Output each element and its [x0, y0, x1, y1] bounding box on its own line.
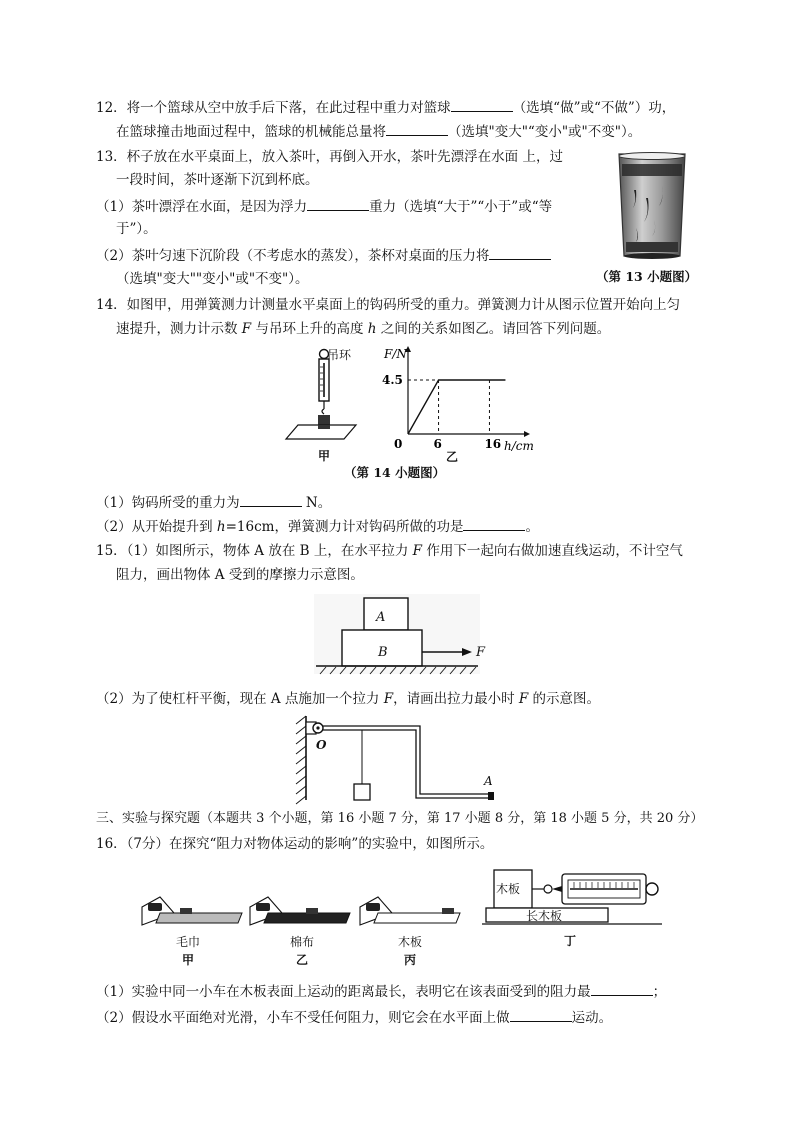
q16-surface-wood: 木板 — [398, 935, 423, 949]
q13-blank-1[interactable] — [307, 197, 369, 211]
q16-board-label: 木板 — [496, 882, 521, 896]
q14-part1 — [96, 493, 331, 512]
q14-blank-1[interactable] — [240, 493, 302, 507]
q15-line1 — [96, 542, 683, 560]
q15-line2: 阻力，画出物体 A 受到的摩擦力示意图。 — [116, 567, 364, 583]
q14-line1: 14．如图甲，用弹簧测力计测量水平桌面上的钩码所受的重力。弹簧测力计从图示位置开始向上匀 — [96, 297, 681, 313]
q16-part1 — [96, 982, 666, 1001]
q16-pull-test-figure — [482, 862, 662, 934]
q15-var-F: F — [412, 543, 423, 559]
q16-p2-text: （2）假设水平面绝对光滑，小车不受任何阻力，则它会在水平面上做 — [96, 1010, 510, 1026]
q16-long-board-label: 长木板 — [526, 909, 563, 923]
q16-fig-label-jia: 甲 — [182, 953, 195, 967]
q15-force-label: F — [476, 645, 486, 660]
q15-block-b-label: B — [378, 645, 388, 660]
x-tick-label: 16 — [484, 437, 502, 451]
q16-p1-end: ； — [652, 984, 667, 1000]
q15-p2-var-F: F — [383, 691, 394, 707]
q14-fh-chart — [380, 347, 534, 453]
q12-blank-2[interactable] — [386, 122, 448, 136]
q15-blocks-figure — [312, 592, 482, 677]
q12-text: 12．将一个篮球从空中放手后下落，在此过程中重力对篮球 — [96, 100, 451, 116]
q16-p1-text: （1）实验中同一小车在木板表面上运动的距离最长，表明它在该表面受到的阻力最 — [96, 984, 591, 1000]
q16-fig-label-yi: 乙 — [296, 953, 309, 967]
q14-blank-2[interactable] — [463, 517, 525, 531]
q14-p1-unit: N。 — [301, 495, 332, 511]
x-tick-label: 0 — [394, 437, 403, 451]
q12-text-2: 在篮球撞击地面过程中，篮球的机械能总量将 — [116, 124, 386, 140]
y-tick-label: 4.5 — [382, 373, 403, 387]
q13-part2-cont: （选填"变大""变小"或"不变"）。 — [116, 271, 309, 287]
q14-fig-label-left: 甲 — [318, 449, 331, 463]
q13-part1-cont: 于”）。 — [116, 221, 157, 237]
q13-p1-text: （1）茶叶漂浮在水面，是因为浮力 — [96, 199, 308, 215]
q14-part2 — [96, 517, 539, 536]
q14-text-b: 与吊环上升的高度 — [251, 321, 368, 337]
q14-p2-text: （2）从开始提升到 — [96, 519, 217, 535]
q14-hook-label: 吊环 — [327, 348, 352, 362]
q12-line1 — [96, 98, 675, 117]
q16-cotton-figure — [248, 895, 352, 931]
q14-text-c: 之间的关系如图乙。请回答下列问题。 — [376, 321, 611, 337]
section-3-heading: 三、实验与探究题（本题共 3 个小题，第 16 小题 7 分，第 17 小题 8 分，第 18 小题 5 分，共 20 分） — [96, 811, 704, 826]
q12-text-b: （选填“做”或“不做”）功， — [512, 100, 676, 116]
q14-caption: （第 14 小题图） — [344, 465, 446, 480]
q16-fig-label-ding: 丁 — [564, 934, 577, 948]
q12-blank-1[interactable] — [451, 98, 513, 112]
x-axis-label: h/cm — [504, 439, 534, 453]
q16-surface-cotton: 棉布 — [290, 935, 315, 949]
q16-line1: 16．（7分）在探究“阻力对物体运动的影响”的实验中，如图所示。 — [96, 836, 494, 852]
q15-p2-text-b: ，请画出拉力最小时 — [393, 691, 519, 707]
q13-part1 — [96, 197, 552, 216]
q14-var-F: F — [241, 321, 252, 337]
q15-p2-text: （2）为了使杠杆平衡，现在 A 点施加一个拉力 — [96, 691, 384, 707]
q14-fig-label-right: 乙 — [446, 450, 459, 464]
q15-p2-text-c: 的示意图。 — [528, 691, 601, 707]
q15-block-a-label: A — [376, 610, 386, 625]
q15-pivot-label: O — [316, 738, 327, 752]
q16-blank-1[interactable] — [591, 982, 653, 996]
q13-part2 — [96, 246, 551, 265]
q14-p2-var-h: h — [216, 519, 226, 535]
q16-surface-towel: 毛巾 — [176, 935, 201, 949]
x-tick-label: 6 — [433, 437, 442, 451]
q16-p2-end: 运动。 — [571, 1010, 613, 1026]
q13-line1: 13．杯子放在水平桌面上，放入茶叶，再倒入开水，茶叶先漂浮在水面 上，过 — [96, 149, 563, 165]
q15-text: 15．（1）如图所示，物体 A 放在 B 上，在水平拉力 — [96, 543, 413, 559]
q15-lever-figure — [292, 712, 504, 804]
q15-text-b: 作用下一起向右做加速直线运动，不计空气 — [422, 543, 683, 559]
q13-glass-figure — [616, 150, 688, 262]
q12-line2 — [116, 122, 641, 141]
q16-fig-label-bing: 丙 — [404, 953, 417, 967]
q16-part2 — [96, 1008, 612, 1027]
x-axis-arrow — [524, 431, 530, 437]
q14-p1-text: （1）钩码所受的重力为 — [96, 495, 240, 511]
q13-p1-text-b: 重力（选填“大于”“小于”或“等 — [369, 199, 553, 215]
q14-p2-text-c: 。 — [525, 519, 539, 535]
q15-point-a-label: A — [484, 774, 493, 788]
q15-p2-var-F2: F — [518, 691, 529, 707]
q14-p2-text-b: =16cm，弹簧测力计对钩码所做的功是 — [225, 519, 464, 535]
series-line — [408, 380, 489, 434]
y-axis-label: F/N — [384, 347, 407, 361]
q15-part2 — [96, 690, 600, 708]
q13-line2: 一段时间，茶叶逐渐下沉到杯底。 — [116, 172, 319, 188]
q16-towel-figure — [140, 895, 244, 931]
q14-text: 速提升，测力计示数 — [116, 321, 242, 337]
q13-p2-text: （2）茶叶匀速下沉阶段（不考虑水的蒸发），茶杯对桌面的压力将 — [96, 248, 490, 264]
q14-line2 — [116, 320, 610, 338]
q14-var-h: h — [367, 321, 377, 337]
q13-blank-2[interactable] — [489, 246, 551, 260]
q16-wood-figure — [358, 895, 462, 931]
q16-blank-2[interactable] — [510, 1008, 572, 1022]
q13-caption: （第 13 小题图） — [596, 269, 698, 284]
q12-text-2b: （选填"变大"“变小"或"不变"）。 — [448, 124, 642, 140]
